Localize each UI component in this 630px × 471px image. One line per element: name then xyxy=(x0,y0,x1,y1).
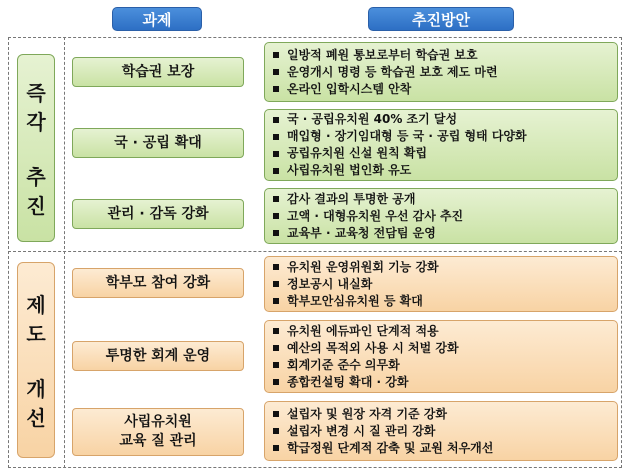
plan-item: 사립유치원 법인화 유도 xyxy=(273,162,617,179)
bullet-square-icon xyxy=(273,196,279,202)
category-char: 제 xyxy=(26,293,46,317)
category-char: 즉 xyxy=(26,81,46,105)
category-char: 추 xyxy=(26,165,46,189)
bullet-square-icon xyxy=(273,69,279,75)
header-task: 과제 xyxy=(112,7,202,31)
plan-box xyxy=(264,109,618,181)
bullet-square-icon xyxy=(273,428,279,434)
bullet-square-icon xyxy=(273,281,279,287)
task-label: 교육 질 관리 xyxy=(119,433,197,449)
task-label: 사립유치원 xyxy=(124,414,192,430)
task-box xyxy=(72,57,244,87)
plan-item: 국 · 공립유치원 40% 조기 달성 xyxy=(273,111,617,128)
plan-item: 설립자 변경 시 질 관리 강화 xyxy=(273,423,617,440)
category-char: 개 xyxy=(26,377,46,401)
task-box xyxy=(72,199,244,229)
plan-item: 학부모안심유치원 등 확대 xyxy=(273,293,617,310)
plan-item: 공립유치원 신설 원칙 확립 xyxy=(273,145,617,162)
bullet-square-icon xyxy=(273,86,279,92)
plan-item: 운영개시 명령 등 학습권 보호 제도 마련 xyxy=(273,64,617,81)
category-immediate xyxy=(17,54,55,242)
category-char: 도 xyxy=(26,322,46,346)
header-plan: 추진방안 xyxy=(368,7,514,31)
plan-item: 학급정원 단계적 감축 및 교원 처우개선 xyxy=(273,440,617,457)
bullet-square-icon xyxy=(273,411,279,417)
bullet-square-icon xyxy=(273,264,279,270)
plan-item: 일방적 폐원 통보로부터 학습권 보호 xyxy=(273,47,617,64)
plan-box xyxy=(264,256,618,312)
plan-box xyxy=(264,188,618,244)
bullet-square-icon xyxy=(273,52,279,58)
section-divider xyxy=(8,251,622,252)
task-label: 관리 · 감독 강화 xyxy=(107,205,209,222)
bullet-square-icon xyxy=(273,379,279,385)
bullet-square-icon xyxy=(273,445,279,451)
category-char: 각 xyxy=(26,110,46,134)
bullet-square-icon xyxy=(273,345,279,351)
bullet-square-icon xyxy=(273,230,279,236)
task-label: 학부모 참여 강화 xyxy=(105,274,211,291)
plan-item: 종합컨설팅 확대 · 강화 xyxy=(273,374,617,391)
bullet-square-icon xyxy=(273,168,279,174)
plan-box xyxy=(264,401,618,461)
category-char: 선 xyxy=(26,406,46,430)
plan-box xyxy=(264,42,618,102)
task-label: 국 · 공립 확대 xyxy=(114,134,202,151)
plan-item: 감사 결과의 투명한 공개 xyxy=(273,191,617,208)
plan-item: 설립자 및 원장 자격 기준 강화 xyxy=(273,406,617,423)
plan-item: 고액 · 대형유치원 우선 감사 추진 xyxy=(273,208,617,225)
bullet-square-icon xyxy=(273,151,279,157)
plan-item: 정보공시 내실화 xyxy=(273,276,617,293)
bullet-square-icon xyxy=(273,213,279,219)
task-label: 투명한 회계 운영 xyxy=(105,347,211,364)
plan-item: 유치원 운영위원회 기능 강화 xyxy=(273,259,617,276)
bullet-square-icon xyxy=(273,328,279,334)
plan-item: 매입형 · 장기임대형 등 국 · 공립 형태 다양화 xyxy=(273,128,617,145)
plan-item: 예산의 목적외 사용 시 처벌 강화 xyxy=(273,340,617,357)
plan-box xyxy=(264,320,618,393)
bullet-square-icon xyxy=(273,134,279,140)
plan-item: 교육부 · 교육청 전담팀 운영 xyxy=(273,225,617,242)
bullet-square-icon xyxy=(273,362,279,368)
category-reform xyxy=(17,262,55,458)
bullet-square-icon xyxy=(273,298,279,304)
task-label: 학습권 보장 xyxy=(121,63,195,80)
column-divider xyxy=(64,37,65,468)
bullet-square-icon xyxy=(273,117,279,123)
plan-item: 유치원 에듀파인 단계적 적용 xyxy=(273,323,617,340)
task-box xyxy=(72,128,244,158)
task-box xyxy=(72,268,244,298)
plan-item: 온라인 입학시스템 안착 xyxy=(273,81,617,98)
category-char: 진 xyxy=(26,194,46,218)
task-box xyxy=(72,341,244,371)
task-box xyxy=(72,408,244,456)
plan-item: 회계기준 준수 의무화 xyxy=(273,357,617,374)
